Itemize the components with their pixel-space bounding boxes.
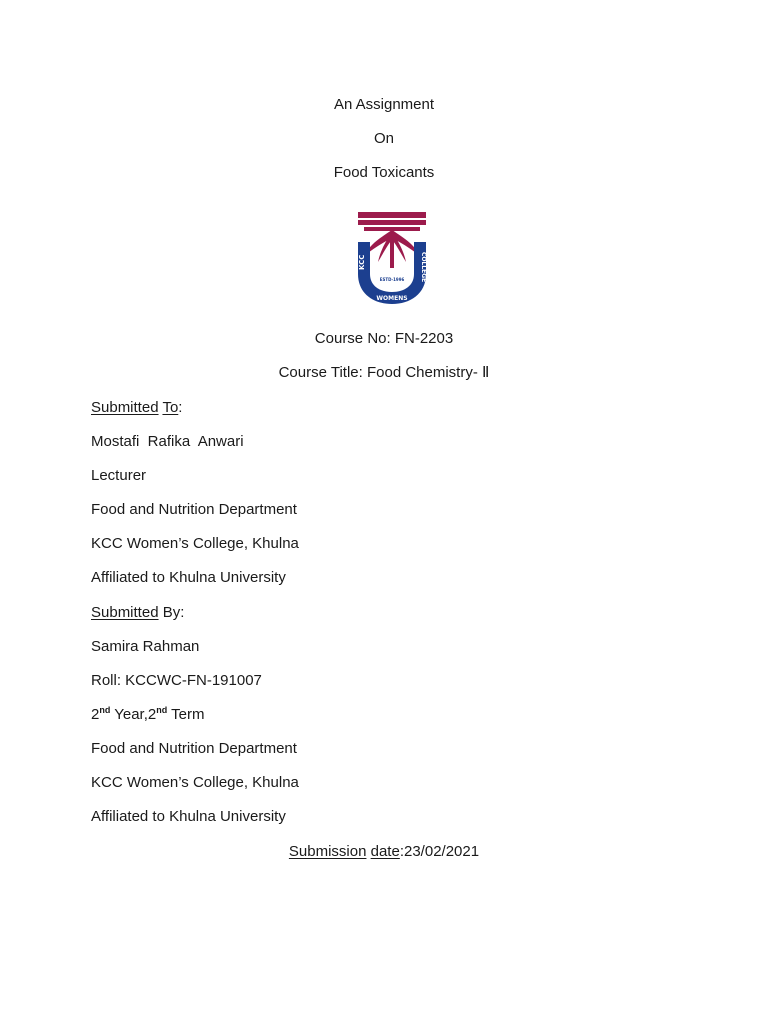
submission-date-value: 23/02/2021 [404,843,480,860]
submitted-by-heading [91,603,184,623]
term-suffix: nd [156,705,168,715]
submitted-to-word1: Submitted [91,399,159,416]
submitted-to-heading [91,398,182,418]
logo-text-bottom: WOMENS [376,295,408,302]
submitted-by-department: Food and Nutrition Department [91,740,297,757]
submitted-by-rest: By: [158,604,185,621]
course-number-label: Course No: [314,330,395,347]
college-logo [352,208,432,308]
year-suffix: nd [99,705,111,715]
submitted-by-college: KCC Women’s College, Khulna [91,774,299,791]
logo-text-right: COLLEGE [420,252,427,283]
course-number-value: FN-2203 [394,330,454,347]
submitted-by-roll: Roll: KCCWC-FN-191007 [91,672,262,689]
logo-text-left: KCC [358,254,366,270]
course-title [0,363,768,383]
submitted-to-colon: : [178,399,183,416]
submitted-to-name: Mostafi Rafika Anwari [91,433,244,450]
submitted-by-word1: Submitted [91,604,159,621]
submission-colon: : [399,843,404,860]
course-title-value: Food Chemistry- Ⅱ [366,364,490,381]
submission-word1: Submission [288,843,367,860]
submission-date [0,842,768,862]
assignment-topic: Food Toxicants [333,164,435,181]
year-text: Year,2 [110,706,157,723]
submitted-to-department: Food and Nutrition Department [91,501,297,518]
assignment-on: On [373,130,394,147]
submitted-to-affiliation: Affiliated to Khulna University [91,569,286,586]
submitted-to-college: KCC Women’s College, Khulna [91,535,299,552]
term-text: Term [167,706,205,723]
submitted-by-affiliation: Affiliated to Khulna University [91,808,286,825]
logo-estd: ESTD-1996 [379,277,405,282]
year-number: 2 [91,706,100,723]
submission-word2: date [370,843,400,860]
course-title-label: Course Title: [278,364,367,381]
submitted-by-name: Samira Rahman [91,638,200,655]
submitted-to-word2: To [162,399,179,416]
submitted-to-designation: Lecturer [91,467,147,484]
assignment-heading: An Assignment [333,96,435,113]
submitted-by-year-term [91,705,204,725]
course-number [0,329,768,349]
